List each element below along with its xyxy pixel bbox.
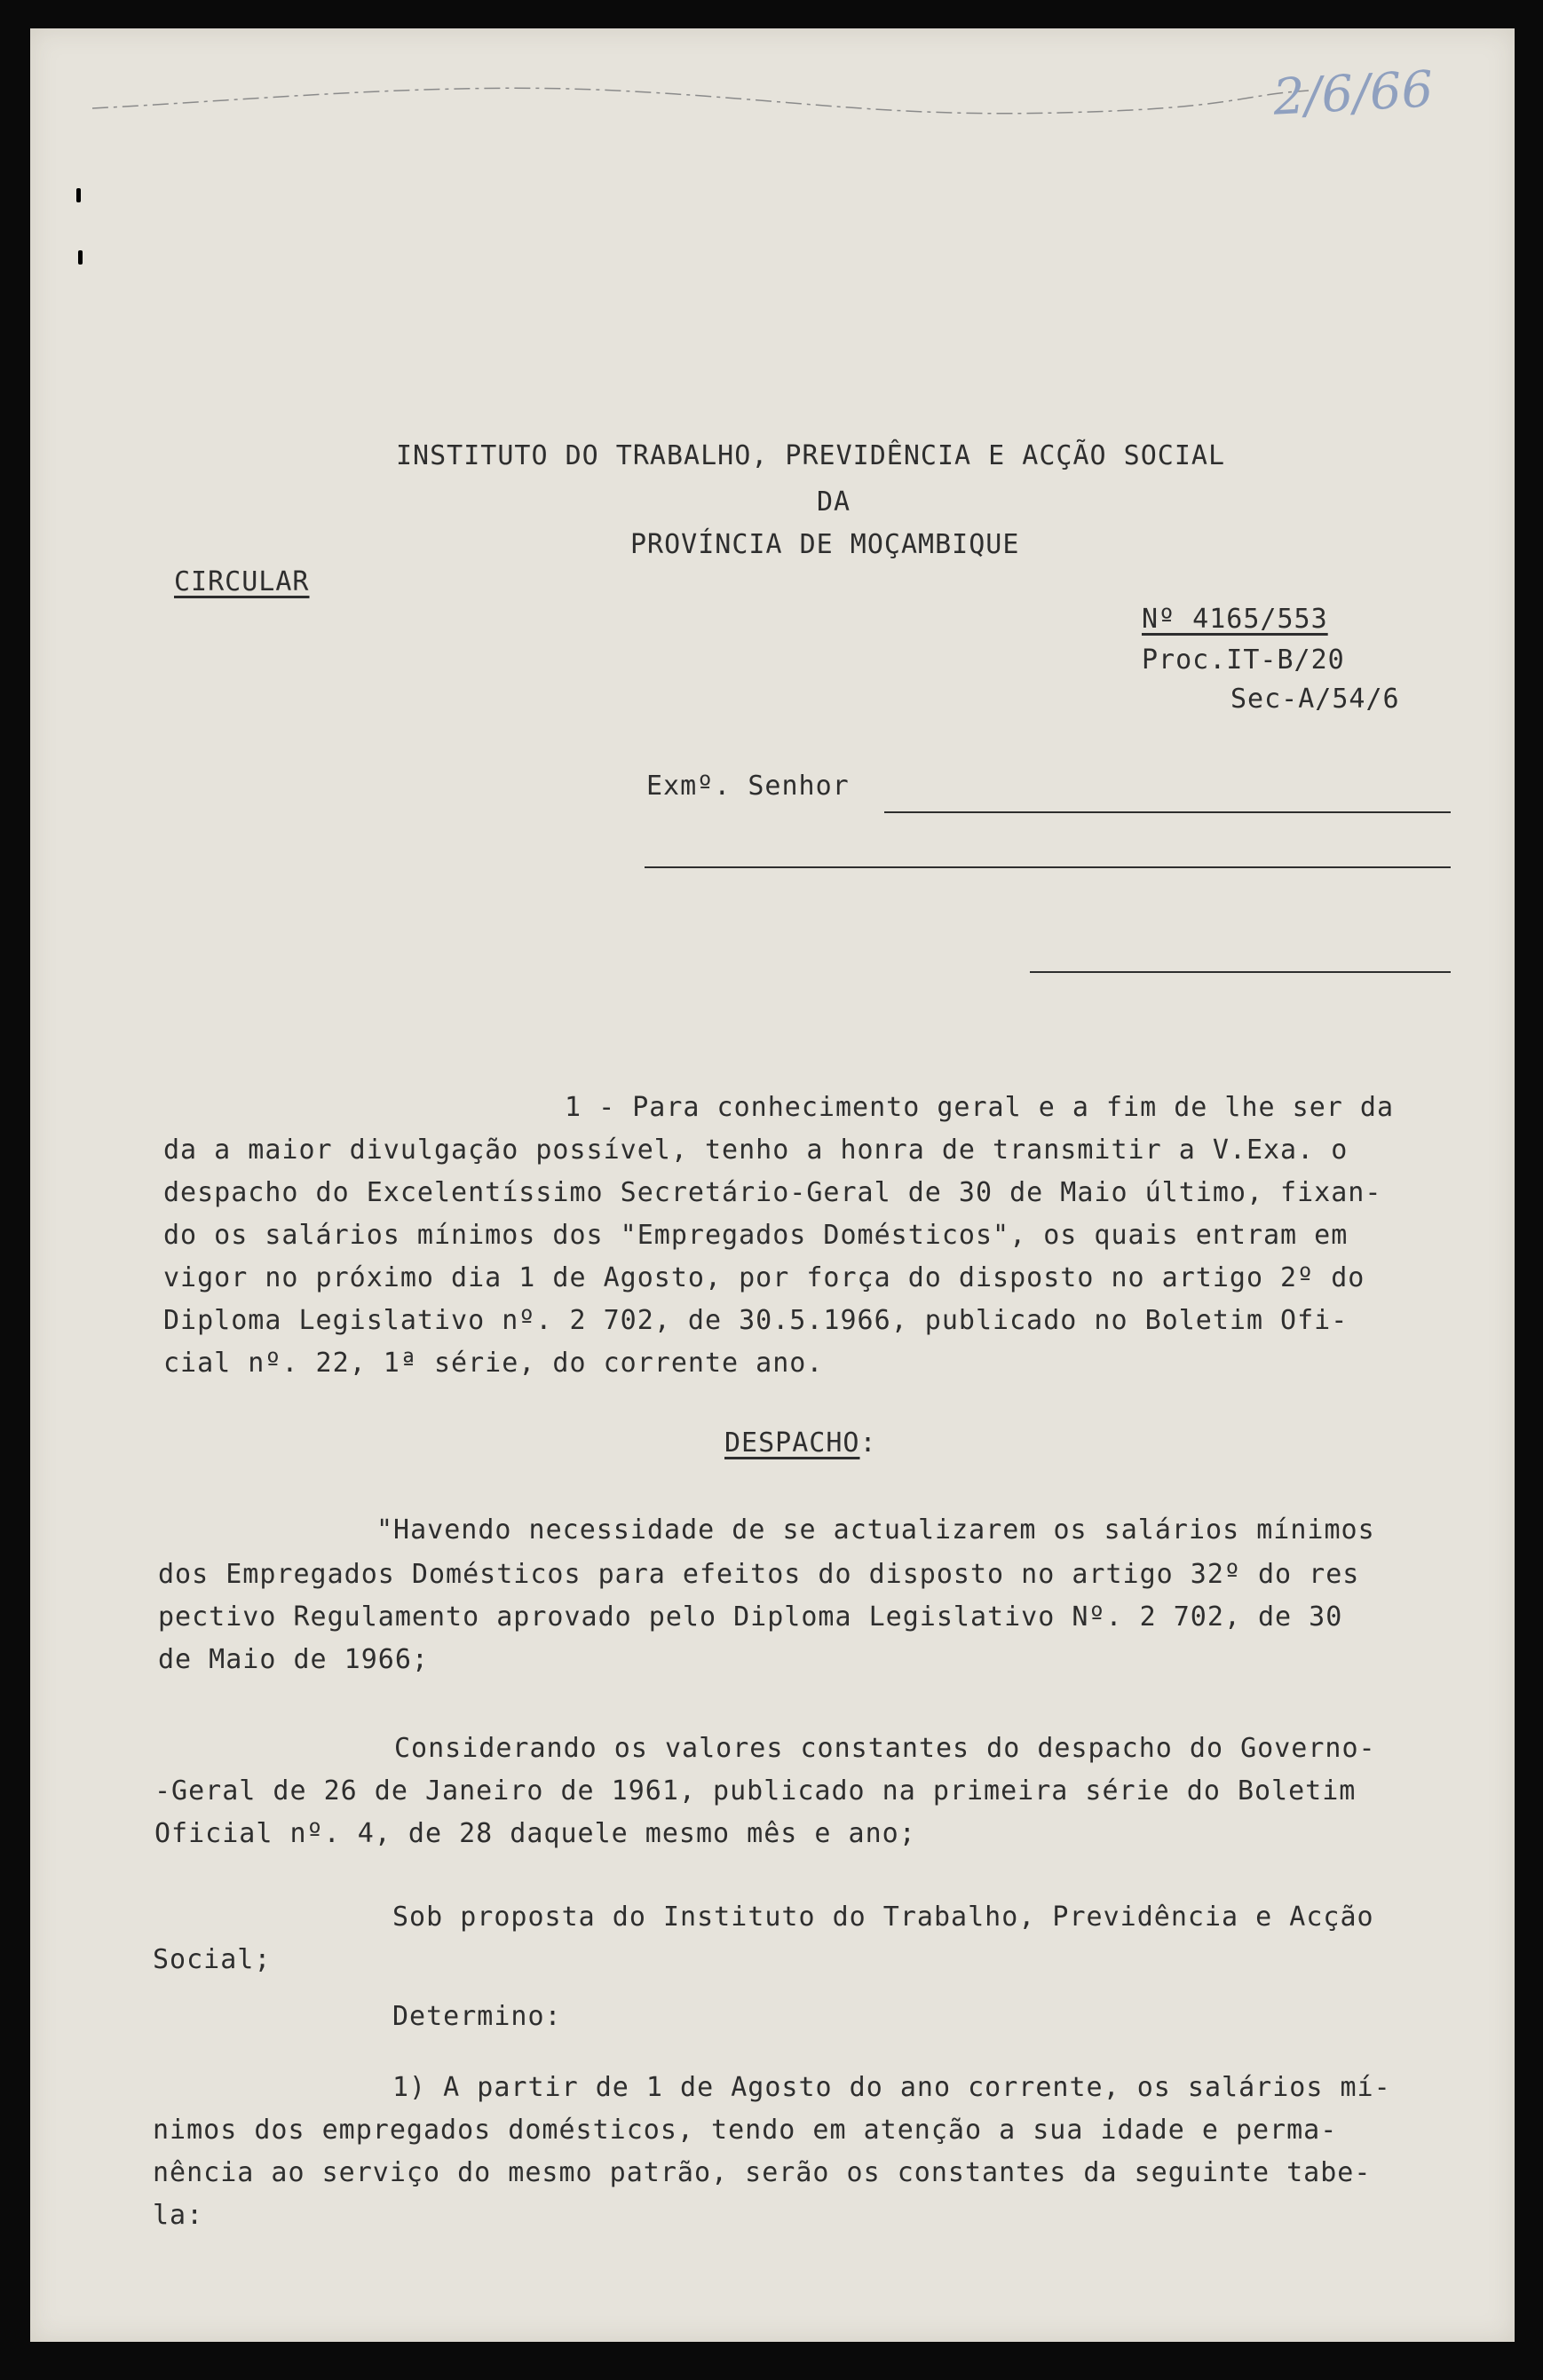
text-line: 1 - Para conhecimento geral e a fim de lhe ser da <box>565 1092 1395 1123</box>
text-line: cial nº. 22, 1ª série, do corrente ano. <box>163 1348 824 1379</box>
handwritten-date: 2/6/66 <box>1271 60 1435 127</box>
despacho-colon: : <box>859 1427 877 1459</box>
pencil-stroke <box>83 64 1326 117</box>
institution-line-2: DA <box>817 486 851 518</box>
text-line: vigor no próximo dia 1 de Agosto, por força do disposto no artigo 2º do <box>163 1262 1365 1293</box>
text-line: nimos dos empregados domésticos, tendo em atenção a sua idade e perma- <box>153 2115 1338 2146</box>
punch-mark <box>78 250 83 265</box>
text-line: dos Empregados Domésticos para efeitos do disposto no artigo 32º do res <box>158 1559 1360 1590</box>
addressee-line-2 <box>645 866 1451 868</box>
text-line: "Havendo necessidade de se actualizarem os salários mínimos <box>376 1514 1375 1546</box>
text-line: Diploma Legislativo nº. 2 702, de 30.5.1966, publicado no Boletim Ofi- <box>163 1305 1349 1336</box>
text-line: 1) A partir de 1 de Agosto do ano corrente, os salários mí- <box>392 2072 1391 2103</box>
text-line: do os salários mínimos dos "Empregados Domésticos", os quais entram em <box>163 1220 1349 1251</box>
text-line: nência ao serviço do mesmo patrão, serão os constantes da seguinte tabe- <box>153 2157 1372 2188</box>
text-line: despacho do Excelentíssimo Secretário-Geral de 30 de Maio último, fixan- <box>163 1177 1382 1208</box>
circular-label: CIRCULAR <box>174 566 310 597</box>
reference-number: Nº 4165/553 <box>1142 604 1328 635</box>
reference-proc: Proc.IT-B/20 <box>1142 644 1345 676</box>
text-line: pectivo Regulamento aprovado pelo Diploma Legislativo Nº. 2 702, de 30 <box>158 1601 1343 1633</box>
addressee-line-3 <box>1030 971 1451 973</box>
document-page <box>30 28 1515 2342</box>
addressee-label: Exmº. Senhor <box>646 771 850 802</box>
text-line: Considerando os valores constantes do despacho do Governo- <box>394 1733 1376 1764</box>
addressee-line-1 <box>884 811 1451 813</box>
reference-sec: Sec-A/54/6 <box>1230 684 1400 715</box>
institution-line-1: INSTITUTO DO TRABALHO, PREVIDÊNCIA E ACÇÃO SOCIAL <box>396 440 1226 471</box>
text-line: Oficial nº. 4, de 28 daquele mesmo mês e ano; <box>154 1818 916 1849</box>
text-line: da a maior divulgação possível, tenho a honra de transmitir a V.Exa. o <box>163 1135 1349 1166</box>
text-line: la: <box>153 2200 204 2231</box>
text-line: Sob proposta do Instituto do Trabalho, Previdência e Acção <box>392 1902 1374 1933</box>
text-line: de Maio de 1966; <box>158 1644 429 1675</box>
text-line: -Geral de 26 de Janeiro de 1961, publicado na primeira série do Boletim <box>154 1775 1357 1807</box>
text-line: Social; <box>153 1944 272 1975</box>
punch-mark <box>76 188 81 202</box>
despacho-heading: DESPACHO <box>724 1427 860 1459</box>
institution-line-3: PROVÍNCIA DE MOÇAMBIQUE <box>630 529 1020 560</box>
determino-label: Determino: <box>392 2001 562 2032</box>
despacho-heading-wrap <box>724 1426 877 1461</box>
